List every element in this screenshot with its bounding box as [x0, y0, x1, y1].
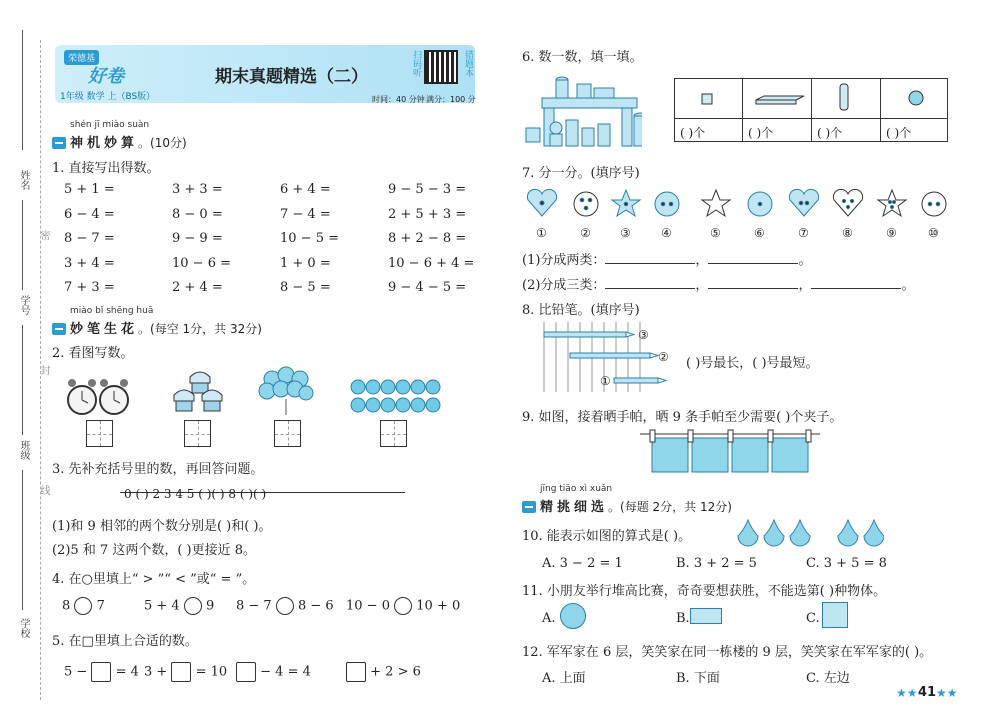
shape-number: ①	[536, 226, 547, 240]
q4-item: 8 − 7 8 − 6	[236, 598, 334, 614]
q2-title: 2. 看图写数。	[52, 346, 134, 361]
button-icon	[922, 192, 946, 216]
q7-part-1: (1)分成两类： ， 。	[522, 253, 812, 268]
name-label: 姓名	[18, 170, 29, 190]
qr-code-icon[interactable]	[424, 50, 458, 84]
shape-number: ⑤	[710, 226, 721, 240]
section-title: 精挑细选	[540, 500, 609, 515]
shape-number: ③	[620, 226, 631, 240]
q1-equation[interactable]: 8 − 0 =	[172, 206, 223, 222]
q1-equation[interactable]: 6 − 4 =	[64, 206, 115, 222]
q9-title: 9. 如图，接着晒手帕，晒 9 条手帕至少需要( )个夹子。	[522, 410, 843, 425]
q10-option[interactable]: C. 3 + 5 = 8	[806, 556, 887, 571]
count-cell[interactable]: ( )个	[817, 126, 843, 140]
q1-equation[interactable]: 7 + 3 =	[64, 280, 115, 295]
cupcake-icon	[174, 372, 222, 411]
q7-part-2: (2)分成三类： ， ， 。	[522, 278, 915, 293]
margin-rule	[22, 470, 23, 610]
q3-title: 3. 先补充括号里的数，再回答问题。	[52, 462, 264, 477]
q1-equation[interactable]: 9 − 4 − 5 =	[388, 280, 467, 295]
answer-square[interactable]	[171, 662, 191, 682]
cube-icon[interactable]	[822, 602, 848, 628]
section-title: 妙笔生花	[70, 322, 139, 337]
star-icon	[702, 190, 730, 216]
margin-rule	[22, 200, 23, 290]
q8-title: 8. 比铅笔。(填序号)	[522, 303, 640, 318]
q1-equation[interactable]: 10 − 6 =	[172, 255, 231, 271]
section-icon	[52, 323, 66, 335]
button-icon	[574, 192, 598, 216]
answer-square[interactable]	[236, 662, 256, 682]
compare-circle[interactable]	[276, 597, 294, 615]
q1-equation[interactable]: 3 + 3 =	[172, 182, 223, 197]
shape-number: ⑨	[886, 226, 897, 240]
q1-equation[interactable]: 1 + 0 =	[280, 255, 331, 271]
section-heading-1	[52, 132, 187, 151]
q1-equation[interactable]: 9 − 5 − 3 =	[388, 182, 467, 197]
answer-line[interactable]	[605, 252, 695, 264]
answer-box[interactable]	[380, 420, 407, 447]
q1-equation[interactable]: 9 − 9 =	[172, 231, 223, 246]
classify-shapes	[524, 186, 954, 222]
q1-equation[interactable]: 7 − 4 =	[280, 206, 331, 222]
q1-equation[interactable]: 8 − 5 =	[280, 280, 331, 295]
shape-row	[674, 78, 948, 118]
cube-icon	[702, 94, 712, 104]
pencil-label: ①	[600, 374, 611, 388]
count-cell[interactable]: ( )个	[748, 126, 774, 140]
cuboid-icon[interactable]	[690, 608, 722, 624]
class-label: 班级	[18, 440, 29, 460]
q8-answer: ( )号最长，( )号最短。	[686, 356, 819, 371]
scan-label-1: 扫码听	[411, 50, 421, 77]
q12-option[interactable]: C. 左边	[806, 671, 850, 686]
count-cell[interactable]: ( )个	[680, 126, 706, 140]
shape-number: ④	[661, 226, 672, 240]
shape-number: ②	[580, 226, 591, 240]
section-heading-2	[52, 318, 262, 337]
heart-icon	[833, 189, 862, 216]
pencil-label: ②	[658, 350, 669, 364]
balloons-icon	[259, 367, 313, 415]
q5-item: 3 + = 10	[144, 662, 227, 682]
sphere-icon[interactable]	[560, 603, 586, 629]
section-points: 。(每题 2分，共 12分)	[608, 500, 732, 514]
section-pinyin: shén jī miào suàn	[70, 120, 150, 130]
q1-title: 1. 直接写出得数。	[52, 161, 160, 176]
q10-option[interactable]: B. 3 + 2 = 5	[676, 556, 757, 571]
handkerchief-picture	[640, 428, 820, 476]
logo: 好卷	[88, 66, 124, 87]
answer-box[interactable]	[86, 420, 113, 447]
compare-circle[interactable]	[74, 597, 92, 615]
q10-option[interactable]: A. 3 − 2 = 1	[542, 556, 623, 571]
page-stars-icon: ★★	[936, 686, 958, 700]
compare-circle[interactable]	[184, 597, 202, 615]
q12-title: 12. 军军家在 6 层，笑笑家在同一栋楼的 9 层，笑笑家在军军家的( )。	[522, 645, 933, 660]
shape-number: ⑧	[842, 226, 853, 240]
page-number: 41	[918, 685, 937, 700]
section-points: 。(10分)	[138, 136, 187, 150]
answer-line[interactable]	[605, 277, 695, 289]
answer-line[interactable]	[708, 252, 798, 264]
q1-equation[interactable]: 10 − 5 =	[280, 231, 339, 246]
heart-icon	[789, 189, 818, 216]
q2-pictures	[62, 365, 442, 415]
q11-option[interactable]: A.	[542, 611, 556, 626]
answer-square[interactable]	[346, 662, 366, 682]
number-line-labels: 0 ( ) 2 3 4 5 ( )( ) 8 ( )( )	[124, 487, 267, 501]
q12-option[interactable]: B. 下面	[676, 671, 720, 686]
seal-mark: 封	[38, 365, 49, 375]
cuboid-icon	[756, 96, 804, 100]
q3-part-1: (1)和 9 相邻的两个数分别是( )和( )。	[52, 519, 272, 534]
shape-number: ⑦	[798, 226, 809, 240]
section-icon	[522, 501, 536, 513]
q11-option[interactable]: C.	[806, 611, 820, 626]
q1-equation[interactable]: 5 + 1 =	[64, 182, 115, 197]
pencil-label: ③	[638, 328, 649, 342]
section-title: 神机妙算	[70, 136, 139, 151]
q4-item: 10 − 0 10 + 0	[346, 598, 461, 614]
compare-circle[interactable]	[394, 597, 412, 615]
q1-equation[interactable]: 8 − 7 =	[64, 231, 115, 246]
q1-equation[interactable]: 2 + 5 + 3 =	[388, 206, 467, 222]
q1-equation[interactable]: 10 − 6 + 4 =	[388, 255, 475, 271]
section-heading-3	[522, 496, 732, 515]
sphere-icon	[909, 91, 923, 105]
answer-square[interactable]	[91, 662, 111, 682]
q12-option[interactable]: A. 上面	[542, 671, 586, 686]
q4-item: 8 7	[62, 598, 105, 614]
q1-equation[interactable]: 3 + 4 =	[64, 255, 115, 271]
seal-mark: 线	[38, 485, 49, 495]
q5-item: 5 − = 4	[64, 662, 139, 682]
alarm-clock-icon	[68, 379, 128, 414]
id-label: 学号	[18, 295, 29, 315]
apples-icon	[351, 380, 440, 412]
seal-mark: 密	[38, 230, 49, 240]
q1-equation[interactable]: 6 + 4 =	[280, 182, 331, 197]
section-icon	[52, 137, 66, 149]
q5-item: − 4 = 4	[236, 662, 311, 682]
shape-number: ⑥	[754, 226, 765, 240]
answer-line[interactable]	[811, 277, 901, 289]
answer-box[interactable]	[274, 420, 301, 447]
page-title: 期末真题精选（二）	[215, 67, 368, 87]
section-pinyin: miào bǐ shēng huā	[70, 306, 154, 316]
q1-equation[interactable]: 8 + 2 − 8 =	[388, 231, 467, 246]
button-icon	[655, 192, 679, 216]
q5-item: + 2 > 6	[346, 662, 421, 682]
section-pinyin: jīng tiāo xì xuǎn	[540, 484, 613, 494]
margin-rule	[22, 325, 23, 435]
time-label: 时间：40 分钟	[372, 95, 425, 104]
q11-option[interactable]: B.	[676, 611, 690, 626]
score-label: 满分：100 分	[426, 95, 476, 104]
star-icon	[878, 190, 906, 216]
count-cell[interactable]: ( )个	[886, 126, 912, 140]
q7-title: 7. 分一分。(填序号)	[522, 166, 640, 181]
shape-number: ⑩	[928, 226, 939, 240]
q10-title: 10. 能表示如图的算式是( )。	[522, 529, 692, 544]
margin-rule	[22, 30, 23, 150]
school-label: 学校	[18, 618, 29, 638]
cylinder-icon	[840, 84, 848, 110]
brand-label: 荣德基	[64, 50, 99, 65]
grade-label: 1年级 数学 上（BS版）	[60, 92, 156, 102]
page-stars-icon: ★★	[896, 686, 918, 700]
answer-line[interactable]	[708, 277, 798, 289]
q6-title: 6. 数一数，填一填。	[522, 50, 643, 65]
pears-picture	[734, 516, 884, 550]
q11-title: 11. 小朋友举行堆高比赛，奇奇要想获胜，不能选第( )种物体。	[522, 584, 887, 599]
q3-part-2: (2)5 和 7 这两个数，( )更接近 8。	[52, 543, 257, 558]
q5-title: 5. 在□里填上合适的数。	[52, 634, 198, 649]
blocks-picture	[522, 68, 642, 150]
scan-label-2: 错题本	[463, 50, 473, 77]
q4-title: 4. 在○里填上“ > ”“ < ”或“ = ”。	[52, 572, 256, 587]
answer-box[interactable]	[184, 420, 211, 447]
section-points: 。(每空 1分，共 32分)	[138, 322, 262, 336]
q1-equation[interactable]: 2 + 4 =	[172, 280, 223, 295]
q4-item: 5 + 4 9	[144, 598, 215, 614]
